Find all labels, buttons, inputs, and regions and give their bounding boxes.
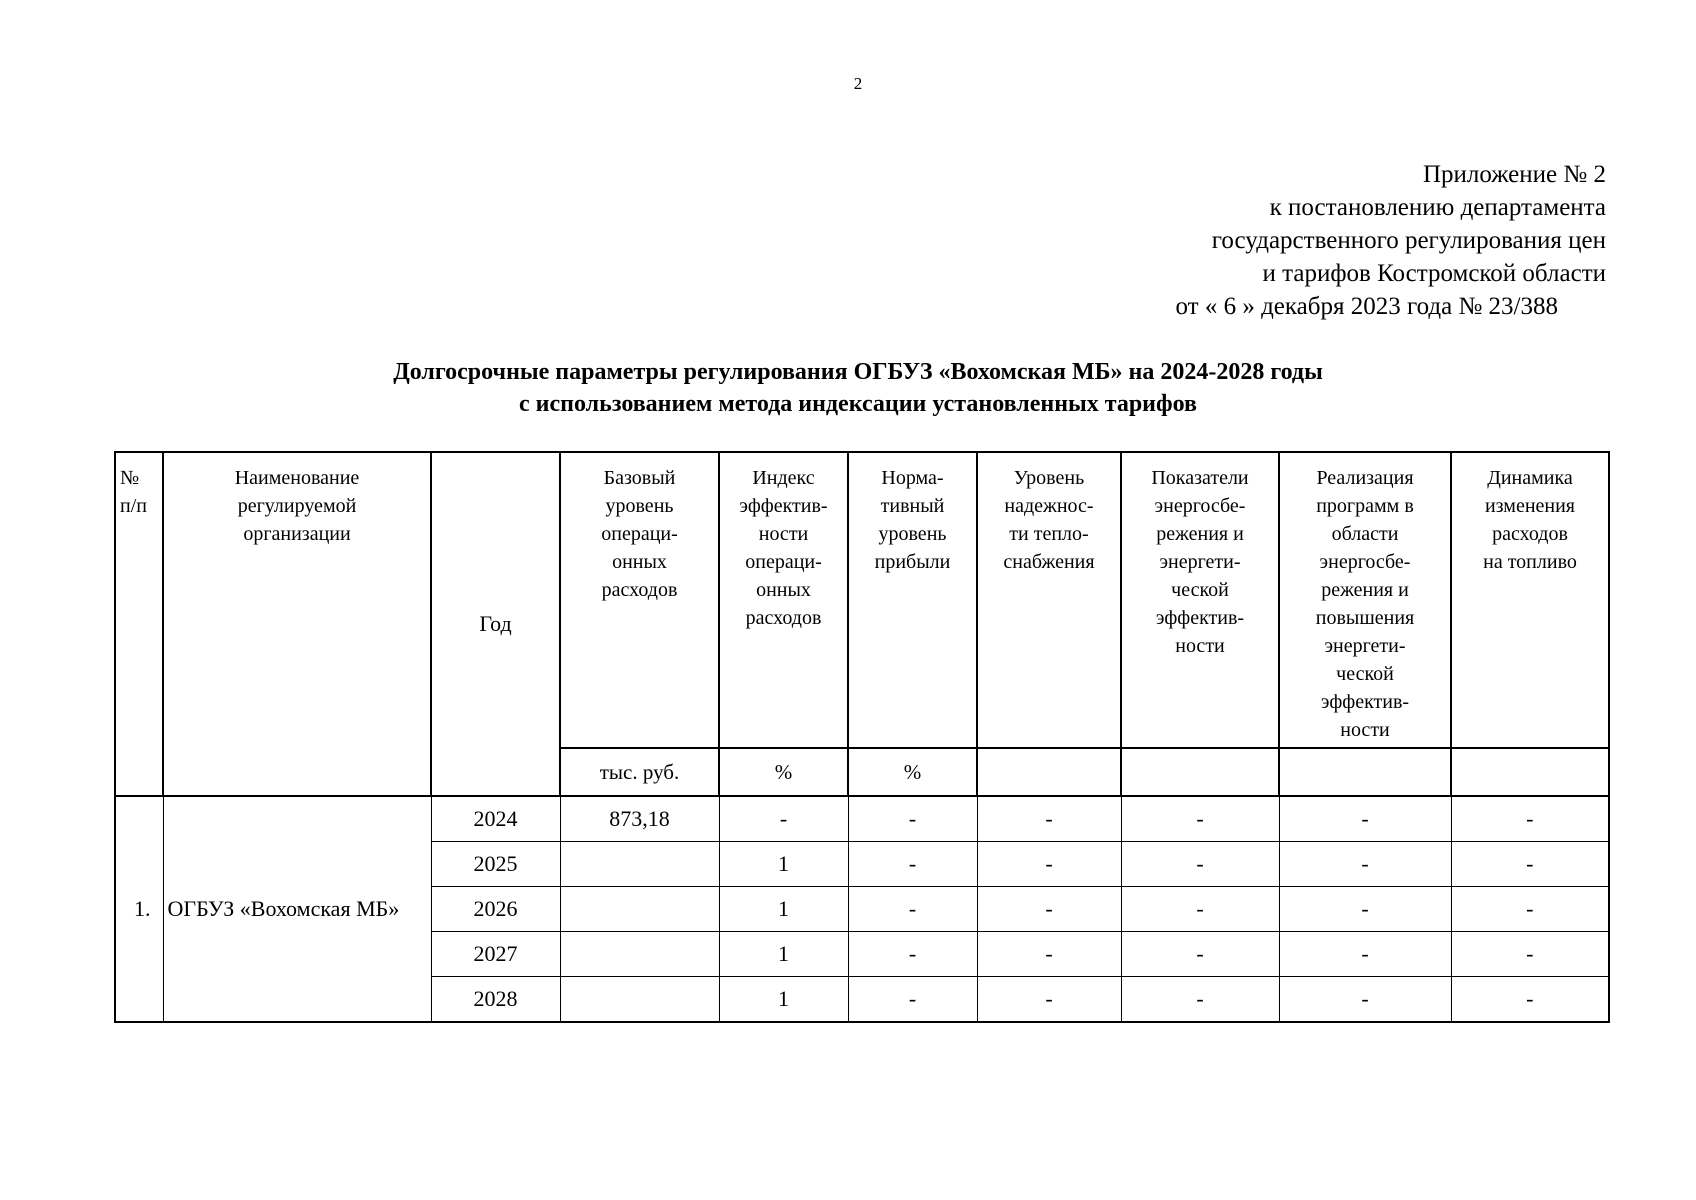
header-organization: Наименование регулируемой организации bbox=[163, 452, 431, 796]
cell-energy-indicators: - bbox=[1121, 932, 1279, 977]
cell-efficiency-index: 1 bbox=[719, 842, 848, 887]
unit-energy-programs bbox=[1279, 748, 1451, 796]
cell-profit-level: - bbox=[848, 887, 977, 932]
header-fuel-dynamics: Динамика изменения расходов на топливо bbox=[1451, 452, 1609, 748]
cell-year: 2024 bbox=[431, 796, 560, 842]
cell-fuel-dynamics: - bbox=[1451, 977, 1609, 1023]
cell-year: 2028 bbox=[431, 977, 560, 1023]
cell-fuel-dynamics: - bbox=[1451, 887, 1609, 932]
cell-efficiency-index: 1 bbox=[719, 932, 848, 977]
unit-profit-level: % bbox=[848, 748, 977, 796]
header-energy-indicators: Показатели энергосбе- режения и энергети- ческой эффектив- ности bbox=[1121, 452, 1279, 748]
cell-fuel-dynamics: - bbox=[1451, 796, 1609, 842]
appendix-line: от « 6 » декабря 2023 года № 23/388 bbox=[1175, 293, 1558, 320]
header-energy-programs: Реализация программ в области энергосбе- режения и повышения энергети- ческой эффектив- ности bbox=[1279, 452, 1451, 748]
cell-base-level: 873,18 bbox=[560, 796, 719, 842]
cell-base-level bbox=[560, 977, 719, 1023]
document-title-line: с использованием метода индексации установленных тарифов bbox=[519, 391, 1197, 417]
cell-base-level bbox=[560, 842, 719, 887]
appendix-line: к постановлению департамента bbox=[1269, 194, 1606, 221]
unit-reliability bbox=[977, 748, 1121, 796]
cell-energy-indicators: - bbox=[1121, 842, 1279, 887]
unit-base-level: тыс. руб. bbox=[560, 748, 719, 796]
parameters-table bbox=[114, 451, 1610, 1023]
cell-reliability: - bbox=[977, 932, 1121, 977]
cell-profit-level: - bbox=[848, 977, 977, 1023]
cell-profit-level: - bbox=[848, 842, 977, 887]
cell-energy-programs: - bbox=[1279, 842, 1451, 887]
cell-energy-indicators: - bbox=[1121, 887, 1279, 932]
cell-energy-programs: - bbox=[1279, 932, 1451, 977]
header-number: № п/п bbox=[115, 452, 163, 796]
cell-fuel-dynamics: - bbox=[1451, 932, 1609, 977]
document-title-line: Долгосрочные параметры регулирования ОГБУЗ «Вохомская МБ» на 2024-2028 годы bbox=[393, 359, 1323, 385]
cell-year: 2025 bbox=[431, 842, 560, 887]
cell-profit-level: - bbox=[848, 796, 977, 842]
cell-base-level bbox=[560, 932, 719, 977]
cell-fuel-dynamics: - bbox=[1451, 842, 1609, 887]
appendix-line: государственного регулирования цен bbox=[1211, 227, 1606, 254]
cell-energy-indicators: - bbox=[1121, 796, 1279, 842]
cell-year: 2027 bbox=[431, 932, 560, 977]
header-base-level: Базовый уровень операци- онных расходов bbox=[560, 452, 719, 748]
appendix-line: и тарифов Костромской области bbox=[1262, 260, 1606, 287]
cell-efficiency-index: 1 bbox=[719, 887, 848, 932]
cell-energy-programs: - bbox=[1279, 977, 1451, 1023]
cell-base-level bbox=[560, 887, 719, 932]
cell-reliability: - bbox=[977, 977, 1121, 1023]
cell-energy-indicators: - bbox=[1121, 977, 1279, 1023]
table-row bbox=[115, 796, 1609, 842]
cell-energy-programs: - bbox=[1279, 887, 1451, 932]
org-name: ОГБУЗ «Вохомская МБ» bbox=[163, 796, 431, 1022]
page-number: 2 bbox=[853, 74, 863, 93]
header-reliability: Уровень надежнос- ти тепло- снабжения bbox=[977, 452, 1121, 748]
unit-efficiency-index: % bbox=[719, 748, 848, 796]
appendix-block bbox=[1175, 158, 1606, 323]
document-title bbox=[0, 356, 1696, 420]
cell-reliability: - bbox=[977, 842, 1121, 887]
header-profit-level: Норма- тивный уровень прибыли bbox=[848, 452, 977, 748]
appendix-line: Приложение № 2 bbox=[1422, 161, 1606, 188]
cell-profit-level: - bbox=[848, 932, 977, 977]
unit-energy-indicators bbox=[1121, 748, 1279, 796]
org-number: 1. bbox=[115, 796, 163, 1022]
header-year: Год bbox=[431, 452, 560, 796]
cell-efficiency-index: - bbox=[719, 796, 848, 842]
cell-reliability: - bbox=[977, 796, 1121, 842]
cell-year: 2026 bbox=[431, 887, 560, 932]
cell-reliability: - bbox=[977, 887, 1121, 932]
cell-energy-programs: - bbox=[1279, 796, 1451, 842]
header-efficiency-index: Индекс эффектив- ности операци- онных расходов bbox=[719, 452, 848, 748]
cell-efficiency-index: 1 bbox=[719, 977, 848, 1023]
unit-fuel-dynamics bbox=[1451, 748, 1609, 796]
